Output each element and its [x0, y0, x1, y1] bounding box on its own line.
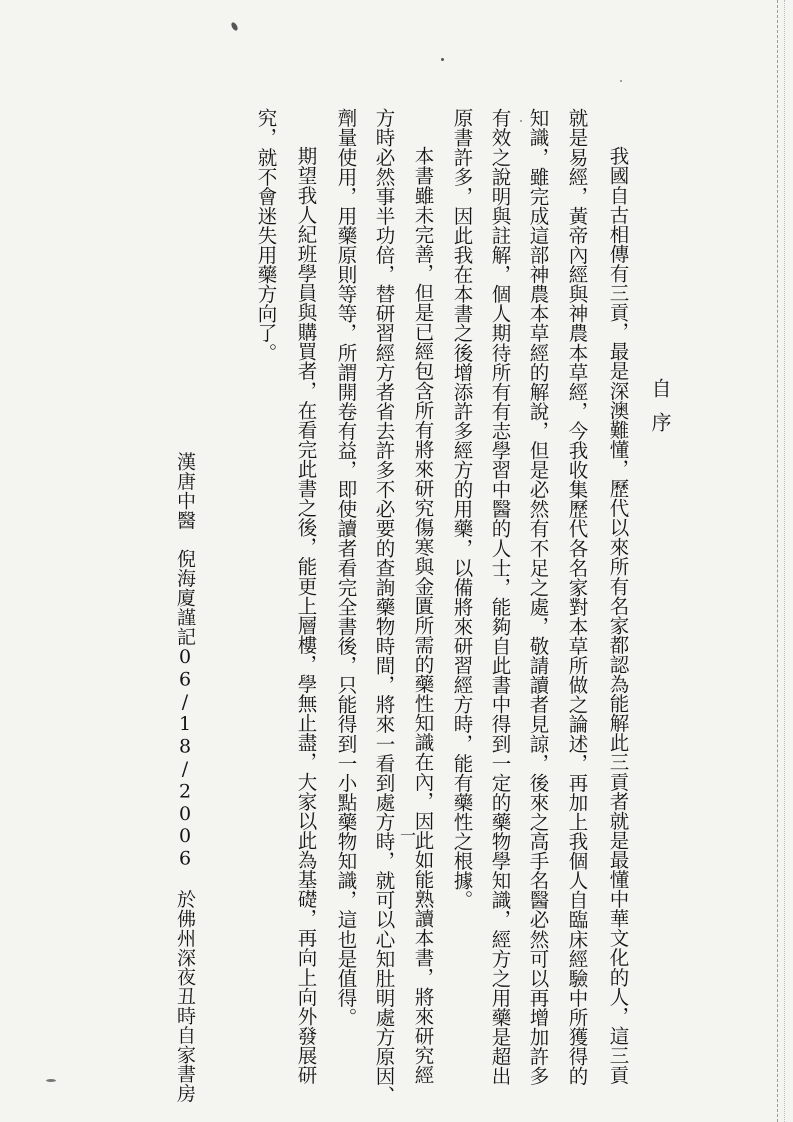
text-column-4: 有效之說明與註解，個人期待所有有志學習中醫的人士，能夠自此書中得到一定的藥物學知識，經方之用藥是超出	[488, 108, 512, 1086]
scan-speck	[230, 21, 239, 31]
page-title: 自序	[648, 378, 672, 446]
text-column-8: 劑量使用，用藥原則等等，所謂開卷有益，即使讀者看完全書後，只能得到一小點藥物知識，這也是值得。	[334, 108, 358, 1027]
scan-speck	[520, 120, 522, 122]
text-column-2: 就是易經，黃帝內經與神農本草經，今我收集歷代各名家對本草所做之論述，再加上我個人自臨床經驗中所獲得的	[565, 108, 589, 1086]
text-column-10: 究，就不會迷失用藥方向了。	[254, 108, 278, 363]
author-signature: 漢唐中醫 倪海廈謹記06/18/2006 於佛州深夜丑時自家書房	[174, 452, 196, 1103]
scan-speck	[620, 80, 622, 82]
scan-speck	[441, 58, 444, 61]
text-column-9: 期望我人紀班學員與購買者，在看完此書之後，能更上層樓，學無止盡，大家以此為基礎，再向上向外發展研	[294, 146, 318, 1085]
text-column-6: 本書雖未完善，但是已經包含所有將來研究傷寒與金匱所需的藥性知識在內，因此如能熟讀本書，將來研究經	[411, 146, 435, 1085]
page-number: 一	[400, 826, 417, 845]
text-column-1: 我國自古相傳有三貢，最是深澳難懂，歷代以來所有名家都認為能解此三貢者就是最懂中華文化的人，這三貢	[606, 146, 630, 1085]
text-column-7: 方時必然事半功倍，替研習經方者省去許多不必要的查詢藥物時間，將來一看到處方時，就可以心知肚明處方原因、	[372, 108, 396, 1106]
text-column-3: 知識，雖完成這部神農本草經的解說，但是必然有不足之處，敬請讀者見諒，後來之高手名醫必然可以再增加許多	[526, 108, 550, 1086]
scan-edge-line	[777, 0, 778, 1122]
scan-edge-line	[784, 0, 785, 1122]
text-column-5: 原書許多，因此我在本書之後增添許多經方的用藥，以備將來研習經方時，能有藥性之根據。	[450, 108, 474, 910]
scan-speck	[46, 1079, 56, 1082]
